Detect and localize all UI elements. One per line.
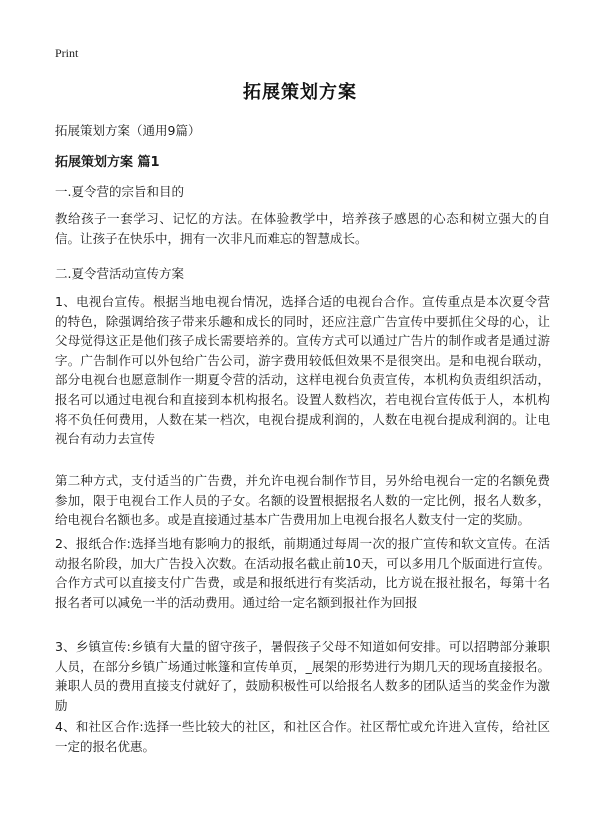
paragraph-newspaper: 2、报纸合作:选择当地有影响力的报纸，前期通过每周一次的报广宣传和软文宣传。在活动报名阶段，加大广告投入次数。在活动报名截止前10天，可以多用几个版面进行宣传。合作方式可以直接支付广告费，或是和报纸进行有奖活动，比方说在报社报名，每第十名报名者可以减免一半的活动费用。通过给一定名额到报社作为回报 <box>55 536 550 610</box>
page-title: 拓展策划方案 <box>243 82 357 103</box>
paragraph-township: 3、乡镇宣传:乡镇有大量的留守孩子，暑假孩子父母不知道如何安排。可以招聘部分兼职人员，在部分乡镇广场通过帐篷和宣传单页，_展架的形势进行为期几天的现场直接报名。兼职人员的费用直接支付就好了，鼓励积极性可以给报名人数多的团队适当的奖金作为激励 <box>55 639 550 713</box>
paragraph-tv-second-method: 第二种方式，支付适当的广告费，并允许电视台制作节目，另外给电视台一定的名额免费参加，限于电视台工作人员的子女。名额的设置根据报名人数的一定比例，报名人数多，给电视台名额也多。或是直接通过基本广告费用加上电视台报名人数支付一定的奖励。 <box>55 473 550 528</box>
document-subtitle: 拓展策划方案（通用9篇） <box>55 123 201 138</box>
paragraph-community: 4、和社区合作:选择一些比较大的社区，和社区合作。社区帮忙或允许进入宣传，给社区一定的报名优惠。 <box>55 719 550 754</box>
heading-purpose: 一.夏令营的宗旨和目的 <box>55 184 184 199</box>
section-heading: 拓展策划方案 篇1 <box>55 155 160 170</box>
heading-promotion: 二.夏令营活动宣传方案 <box>55 266 184 281</box>
print-link[interactable]: Print <box>55 46 79 60</box>
paragraph-tv-promotion: 1、电视台宣传。根据当地电视台情况，选择合适的电视台合作。宣传重点是本次夏令营的特色，除强调给孩子带来乐趣和成长的同时，还应注意广告宣传中要抓住父母的心，让父母觉得这正是他们孩子成长需要培养的。宣传方式可以通过广告片的制作或者是通过游字。广告制作可以外包给广告公司，游字费用较低但效果不是很突出。是和电视台联动，部分电视台也愿意制作一期夏令营的活动，这样电视台负责宣传，本机构负责组织活动，报名可以通过电视台和直接到本机构报名。设置人数档次，若电视台宣传低于人，本机构将不负任何费用，人数在某一档次，电视台提成利润的，人数在电视台提成利润的。让电视台有动力去宣传 <box>55 294 550 447</box>
paragraph-purpose: 教给孩子一套学习、记忆的方法。在体验教学中，培养孩子感恩的心态和树立强大的自信。让孩子在快乐中，拥有一次非凡而难忘的智慧成长。 <box>55 211 550 246</box>
